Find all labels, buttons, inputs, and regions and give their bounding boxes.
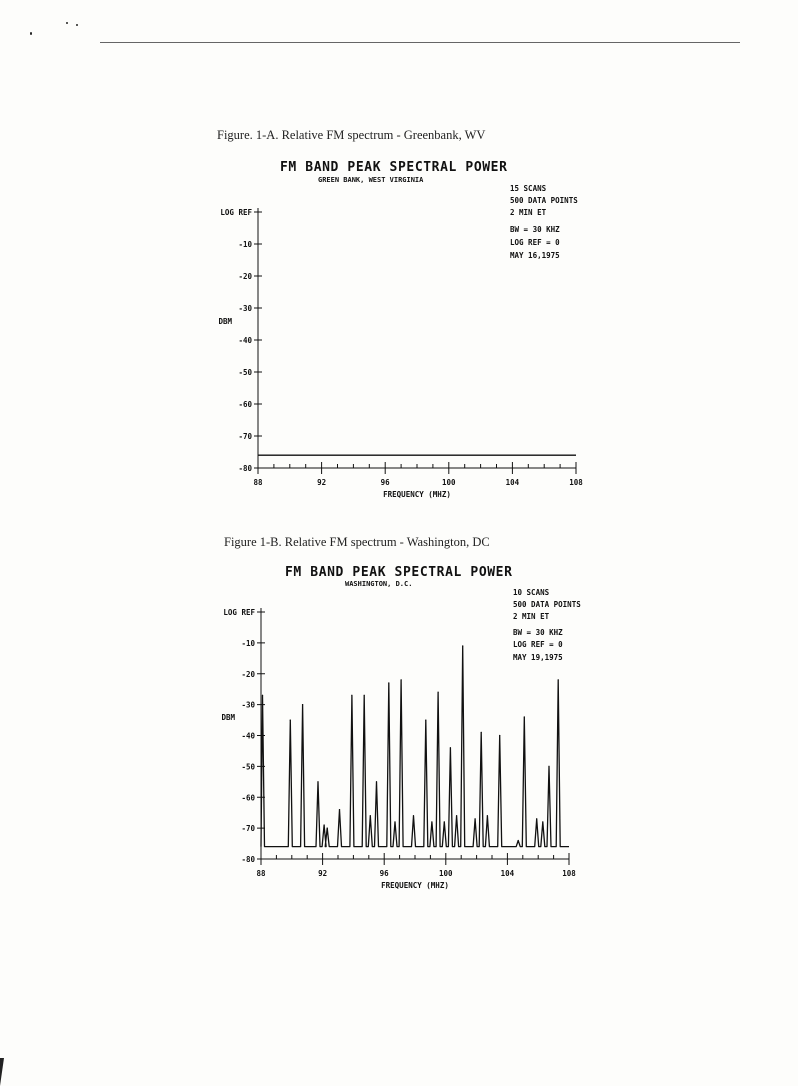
info-date: MAY 16,1975 — [510, 251, 560, 260]
x-tick-label: 100 — [442, 478, 456, 487]
info-bandwidth: BW = 30 KHZ — [513, 628, 563, 637]
y-tick-label: -10 — [238, 240, 252, 249]
peak-point — [401, 679, 402, 680]
y-tick-label: -70 — [238, 432, 252, 441]
x-tick-label: 108 — [569, 478, 583, 487]
peak-point — [548, 766, 549, 767]
peak-point — [388, 682, 389, 683]
peak-point — [444, 821, 445, 822]
peak-point — [558, 679, 559, 680]
peak-point — [474, 818, 475, 819]
peak-point — [425, 719, 426, 720]
y-tick-label: -50 — [238, 368, 252, 377]
info-bandwidth: BW = 30 KHZ — [510, 225, 560, 234]
x-tick-label: 92 — [317, 478, 327, 487]
y-tick-label: -20 — [241, 669, 255, 679]
peak-point — [351, 695, 352, 696]
peak-point — [302, 704, 303, 705]
info-log-ref: LOG REF = 0 — [513, 640, 563, 649]
chart-greenbank — [200, 158, 600, 503]
plot-area — [200, 158, 600, 503]
peak-point — [499, 735, 500, 736]
x-axis-label: FREQUENCY (MHZ) — [383, 490, 451, 499]
chart-subtitle: WASHINGTON, D.C. — [345, 580, 413, 588]
figure-caption-b: Figure 1-B. Relative FM spectrum - Washington, DC — [224, 535, 490, 549]
peak-point — [518, 840, 519, 841]
chart-title: FM BAND PEAK SPECTRAL POWER — [280, 160, 508, 175]
peak-point — [413, 815, 414, 816]
page-top-rule — [100, 42, 740, 43]
info-date: MAY 19,1975 — [513, 653, 563, 662]
peak-point — [487, 815, 488, 816]
x-tick-label: 88 — [256, 869, 266, 878]
peak-point — [524, 716, 525, 717]
peak-point — [376, 781, 377, 782]
y-tick-label: -50 — [241, 762, 255, 772]
y-tick-label: -30 — [241, 700, 255, 710]
peak-point — [542, 821, 543, 822]
figure-caption-a: Figure. 1-A. Relative FM spectrum - Greenbank, WV — [217, 128, 486, 142]
peak-point — [536, 818, 537, 819]
scan-speck — [76, 24, 78, 26]
peak-point — [324, 824, 325, 825]
peak-point — [364, 695, 365, 696]
y-tick-label: -60 — [241, 793, 255, 803]
x-axis-label: FREQUENCY (MHZ) — [381, 881, 449, 890]
chart-washington — [205, 563, 605, 893]
peak-point — [481, 732, 482, 733]
peak-point — [262, 695, 263, 696]
scan-speck — [66, 22, 68, 24]
y-tick-label: -70 — [241, 824, 255, 834]
y-tick-label: LOG REF — [220, 208, 252, 217]
y-tick-label: LOG REF — [223, 608, 255, 617]
peak-point — [462, 645, 463, 646]
x-tick-label: 100 — [439, 869, 453, 878]
y-tick-label: -80 — [238, 464, 252, 473]
chart-subtitle: GREEN BANK, WEST VIRGINIA — [318, 176, 424, 184]
peak-point — [339, 809, 340, 810]
peak-point — [317, 781, 318, 782]
x-tick-label: 88 — [253, 478, 263, 487]
y-tick-label: -20 — [238, 272, 252, 281]
x-tick-label: 92 — [318, 869, 328, 878]
x-tick-label: 108 — [562, 869, 576, 878]
plot-area — [205, 563, 605, 893]
x-tick-label: 96 — [379, 869, 389, 878]
x-tick-label: 104 — [505, 478, 520, 487]
x-tick-label: 104 — [500, 869, 515, 878]
y-tick-label: -40 — [238, 336, 252, 345]
peak-point — [327, 828, 328, 829]
x-tick-label: 96 — [380, 478, 390, 487]
scan-edge-mark — [0, 1058, 4, 1086]
peak-point — [431, 821, 432, 822]
y-tick-label: -80 — [241, 855, 255, 864]
y-axis-label: DBM — [221, 713, 235, 723]
info-elapsed-time: 2 MIN ET — [510, 208, 547, 217]
spectrum-trace — [261, 646, 569, 847]
y-axis-label: DBM — [218, 317, 232, 326]
peak-point — [450, 747, 451, 748]
peak-point — [438, 692, 439, 693]
y-tick-label: -40 — [241, 731, 255, 741]
info-scans: 15 SCANS — [510, 184, 547, 193]
peak-point — [456, 815, 457, 816]
info-elapsed-time: 2 MIN ET — [513, 612, 550, 621]
y-tick-label: -10 — [241, 638, 255, 648]
info-data-points: 500 DATA POINTS — [510, 196, 578, 205]
peak-point — [370, 815, 371, 816]
info-log-ref: LOG REF = 0 — [510, 238, 560, 247]
peak-point — [290, 719, 291, 720]
chart-title: FM BAND PEAK SPECTRAL POWER — [285, 565, 513, 580]
scan-speck — [30, 32, 32, 35]
peak-point — [394, 821, 395, 822]
y-tick-label: -30 — [238, 304, 252, 313]
y-tick-label: -60 — [238, 400, 252, 409]
info-data-points: 500 DATA POINTS — [513, 600, 581, 609]
info-scans: 10 SCANS — [513, 588, 550, 597]
